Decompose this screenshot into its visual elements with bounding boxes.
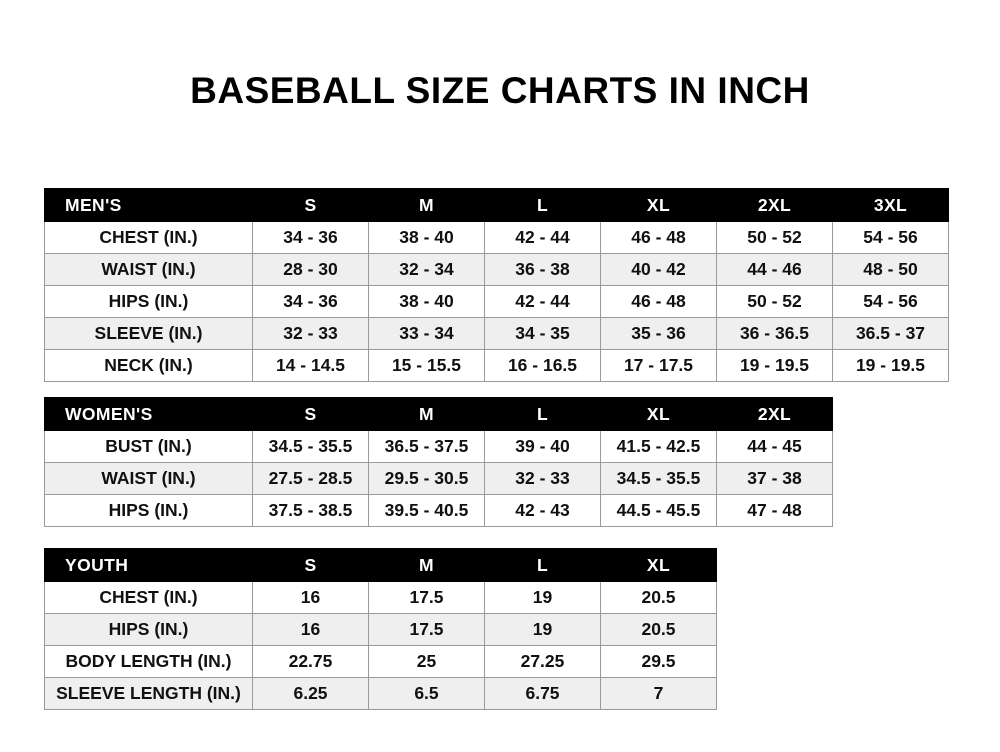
table-cell: 6.75: [485, 678, 601, 710]
table-row: [45, 463, 833, 495]
table-cell: 20.5: [601, 614, 717, 646]
table-cell: 17.5: [369, 614, 485, 646]
table-header-row: [45, 398, 833, 431]
table-cell: 19: [485, 582, 601, 614]
table-cell: 36.5 - 37: [833, 318, 949, 350]
table-cell: 44 - 45: [717, 431, 833, 463]
column-header: M: [369, 398, 485, 431]
table-row: [45, 495, 833, 527]
column-header: S: [253, 398, 369, 431]
womens-table: [44, 397, 833, 527]
table-cell: 36 - 38: [485, 254, 601, 286]
table-cell: 32 - 33: [485, 463, 601, 495]
table-cell: 35 - 36: [601, 318, 717, 350]
table-row: [45, 582, 717, 614]
row-label: HIPS (IN.): [45, 614, 253, 646]
table-cell: 17.5: [369, 582, 485, 614]
table-cell: 39.5 - 40.5: [369, 495, 485, 527]
table-cell: 15 - 15.5: [369, 350, 485, 382]
table-cell: 37.5 - 38.5: [253, 495, 369, 527]
table-cell: 39 - 40: [485, 431, 601, 463]
row-label: BUST (IN.): [45, 431, 253, 463]
table-cell: 48 - 50: [833, 254, 949, 286]
column-header: XL: [601, 189, 717, 222]
table-cell: 27.5 - 28.5: [253, 463, 369, 495]
table-cell: 46 - 48: [601, 286, 717, 318]
womens-size-chart: [44, 397, 833, 527]
column-header: 2XL: [717, 398, 833, 431]
table-cell: 50 - 52: [717, 286, 833, 318]
table-row: [45, 318, 949, 350]
table-cell: 44.5 - 45.5: [601, 495, 717, 527]
table-cell: 41.5 - 42.5: [601, 431, 717, 463]
table-cell: 20.5: [601, 582, 717, 614]
table-cell: 27.25: [485, 646, 601, 678]
table-row: [45, 222, 949, 254]
row-label: NECK (IN.): [45, 350, 253, 382]
table-cell: 37 - 38: [717, 463, 833, 495]
table-cell: 7: [601, 678, 717, 710]
table-cell: 29.5: [601, 646, 717, 678]
table-cell: 33 - 34: [369, 318, 485, 350]
column-header: 3XL: [833, 189, 949, 222]
column-header: MEN'S: [45, 189, 253, 222]
table-cell: 34 - 36: [253, 286, 369, 318]
table-cell: 42 - 43: [485, 495, 601, 527]
table-cell: 6.25: [253, 678, 369, 710]
table-cell: 32 - 33: [253, 318, 369, 350]
column-header: WOMEN'S: [45, 398, 253, 431]
row-label: SLEEVE LENGTH (IN.): [45, 678, 253, 710]
table-cell: 46 - 48: [601, 222, 717, 254]
column-header: M: [369, 189, 485, 222]
column-header: S: [253, 189, 369, 222]
column-header: L: [485, 549, 601, 582]
table-cell: 38 - 40: [369, 286, 485, 318]
row-label: BODY LENGTH (IN.): [45, 646, 253, 678]
table-cell: 34 - 35: [485, 318, 601, 350]
table-row: [45, 678, 717, 710]
row-label: CHEST (IN.): [45, 222, 253, 254]
row-label: HIPS (IN.): [45, 286, 253, 318]
table-row: [45, 350, 949, 382]
table-cell: 44 - 46: [717, 254, 833, 286]
table-row: [45, 646, 717, 678]
table-cell: 17 - 17.5: [601, 350, 717, 382]
table-cell: 42 - 44: [485, 286, 601, 318]
column-header: S: [253, 549, 369, 582]
table-row: [45, 431, 833, 463]
table-cell: 34.5 - 35.5: [601, 463, 717, 495]
table-cell: 34.5 - 35.5: [253, 431, 369, 463]
table-cell: 16: [253, 614, 369, 646]
column-header: YOUTH: [45, 549, 253, 582]
table-cell: 16 - 16.5: [485, 350, 601, 382]
youth-size-chart: [44, 548, 717, 710]
table-cell: 50 - 52: [717, 222, 833, 254]
row-label: WAIST (IN.): [45, 254, 253, 286]
table-cell: 32 - 34: [369, 254, 485, 286]
column-header: XL: [601, 398, 717, 431]
table-cell: 19 - 19.5: [833, 350, 949, 382]
row-label: SLEEVE (IN.): [45, 318, 253, 350]
row-label: HIPS (IN.): [45, 495, 253, 527]
table-cell: 29.5 - 30.5: [369, 463, 485, 495]
row-label: CHEST (IN.): [45, 582, 253, 614]
column-header: L: [485, 398, 601, 431]
table-row: [45, 614, 717, 646]
table-cell: 19 - 19.5: [717, 350, 833, 382]
table-cell: 54 - 56: [833, 222, 949, 254]
table-header-row: [45, 549, 717, 582]
table-cell: 34 - 36: [253, 222, 369, 254]
row-label: WAIST (IN.): [45, 463, 253, 495]
table-header-row: [45, 189, 949, 222]
column-header: L: [485, 189, 601, 222]
table-cell: 54 - 56: [833, 286, 949, 318]
youth-table: [44, 548, 717, 710]
table-cell: 28 - 30: [253, 254, 369, 286]
table-cell: 36.5 - 37.5: [369, 431, 485, 463]
table-cell: 36 - 36.5: [717, 318, 833, 350]
mens-size-chart: [44, 188, 949, 382]
table-cell: 47 - 48: [717, 495, 833, 527]
table-cell: 22.75: [253, 646, 369, 678]
table-cell: 19: [485, 614, 601, 646]
column-header: XL: [601, 549, 717, 582]
table-cell: 6.5: [369, 678, 485, 710]
page-title: BASEBALL SIZE CHARTS IN INCH: [190, 70, 810, 111]
table-cell: 25: [369, 646, 485, 678]
column-header: 2XL: [717, 189, 833, 222]
table-cell: 14 - 14.5: [253, 350, 369, 382]
table-cell: 42 - 44: [485, 222, 601, 254]
table-row: [45, 254, 949, 286]
table-cell: 16: [253, 582, 369, 614]
table-row: [45, 286, 949, 318]
table-cell: 40 - 42: [601, 254, 717, 286]
table-cell: 38 - 40: [369, 222, 485, 254]
column-header: M: [369, 549, 485, 582]
mens-table: [44, 188, 949, 382]
